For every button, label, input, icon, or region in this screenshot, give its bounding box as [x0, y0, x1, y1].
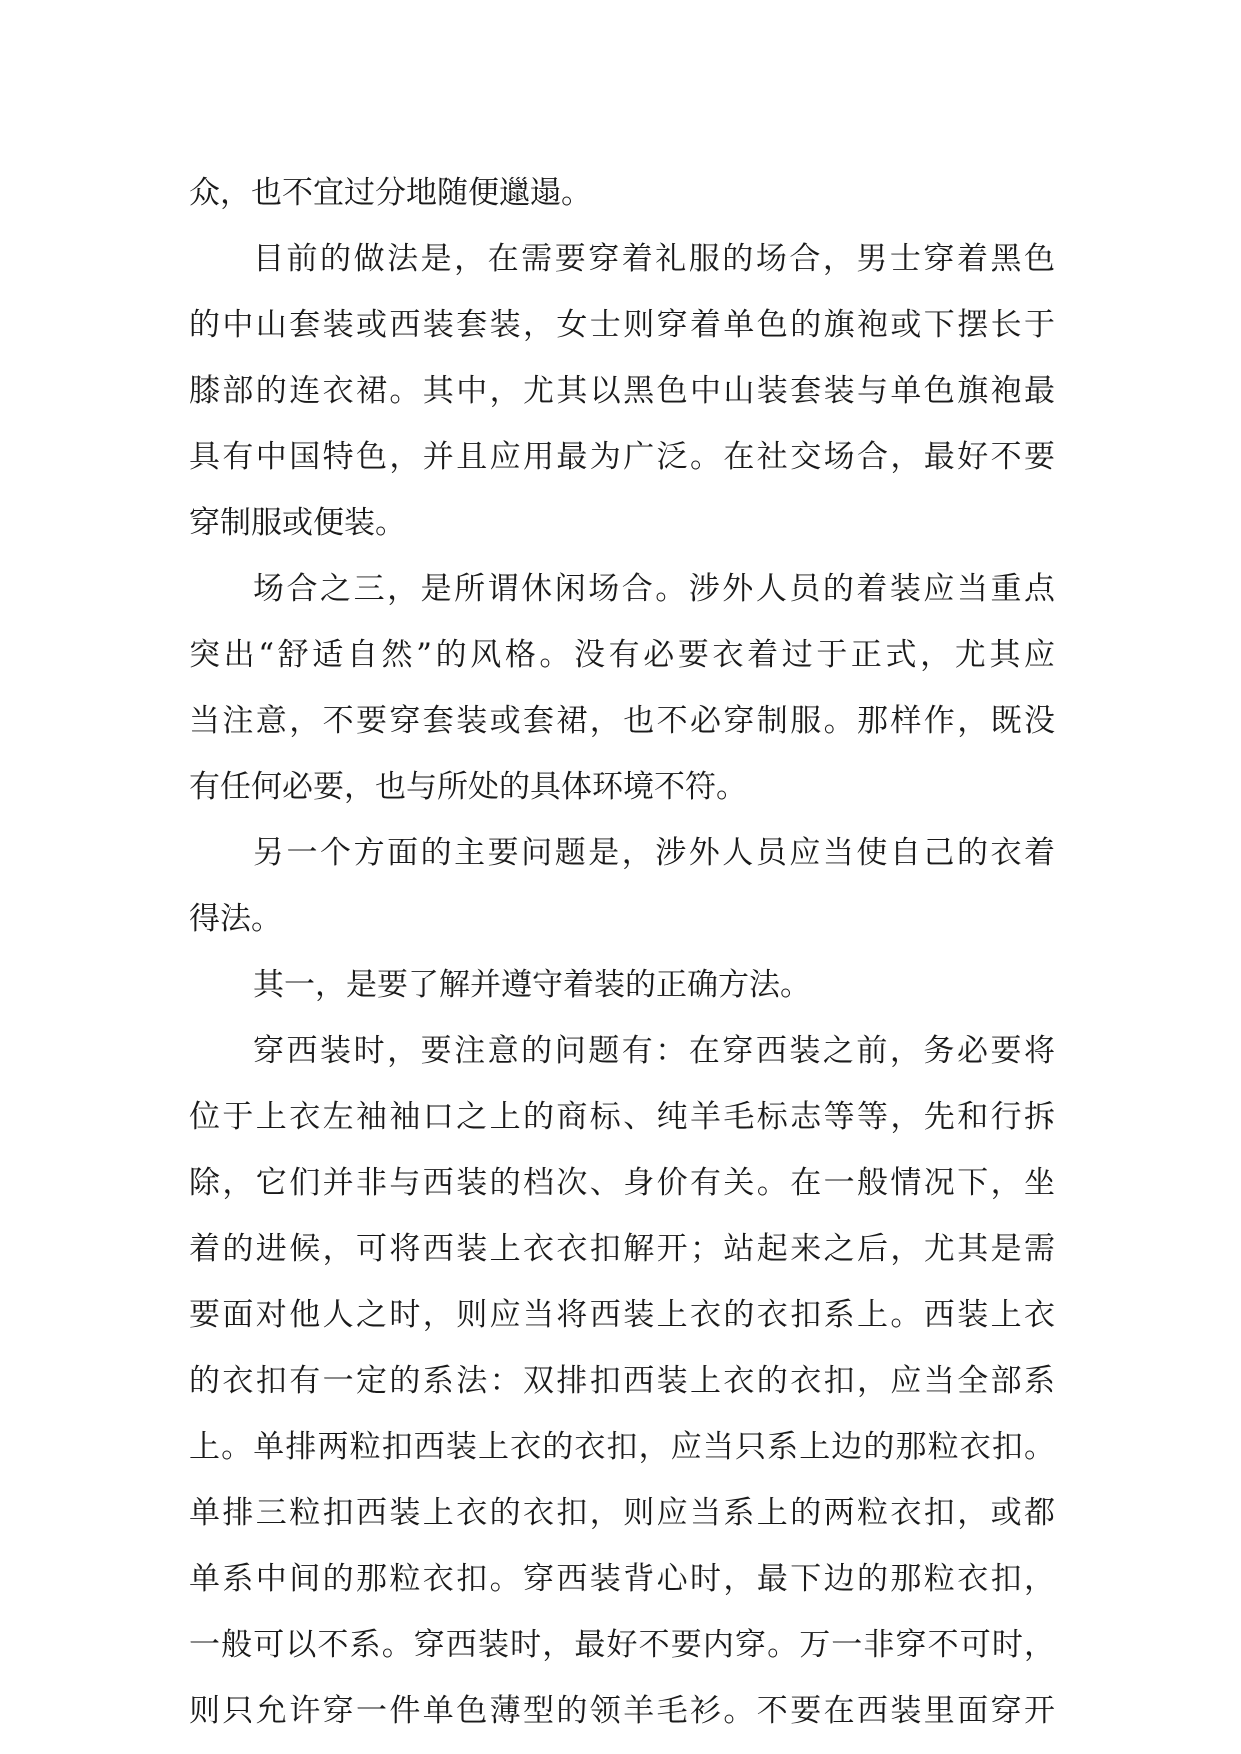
text-line: 单排三粒扣西装上衣的衣扣，则应当系上的两粒衣扣，或都: [189, 1495, 1055, 1531]
paragraph-first-line: 其一，是要了解并遵守着装的正确方法。: [253, 967, 811, 1003]
text-line: 位于上衣左袖袖口之上的商标、纯羊毛标志等等，先和行拆: [189, 1099, 1055, 1135]
text-line: 要面对他人之时，则应当将西装上衣的衣扣系上。西装上衣: [189, 1297, 1055, 1333]
text-line: 穿制服或便装。: [189, 505, 406, 541]
text-line: 当注意，不要穿套装或套裙，也不必穿制服。那样作，既没: [189, 703, 1055, 739]
paragraph-first-line: 目前的做法是，在需要穿着礼服的场合，男士穿着黑色: [253, 241, 1055, 277]
text-line: 得法。: [189, 901, 282, 937]
text-line: 除，它们并非与西装的档次、身价有关。在一般情况下，坐: [189, 1165, 1055, 1201]
paragraph-first-line: 穿西装时，要注意的问题有：在穿西装之前，务必要将: [253, 1033, 1055, 1069]
text-line: 的中山套装或西装套装，女士则穿着单色的旗袍或下摆长于: [189, 307, 1055, 343]
text-line: 众，也不宜过分地随便邋遢。: [189, 175, 592, 211]
text-line: 单系中间的那粒衣扣。穿西装背心时，最下边的那粒衣扣，: [189, 1561, 1055, 1597]
body-text: [189, 160, 1055, 1744]
text-line: 着的进候，可将西装上衣衣扣解开；站起来之后，尤其是需: [189, 1231, 1055, 1267]
paragraph-first-line: 场合之三，是所谓休闲场合。涉外人员的着装应当重点: [253, 571, 1055, 607]
text-line: 膝部的连衣裙。其中，尤其以黑色中山装套装与单色旗袍最: [189, 373, 1055, 409]
text-line: 突出“舒适自然”的风格。没有必要衣着过于正式，尤其应: [189, 637, 1055, 673]
text-line: 上。单排两粒扣西装上衣的衣扣，应当只系上边的那粒衣扣。: [189, 1429, 1055, 1465]
text-line: 具有中国特色，并且应用最为广泛。在社交场合，最好不要: [189, 439, 1055, 475]
text-line: 有任何必要，也与所处的具体环境不符。: [189, 769, 747, 805]
text-line: 的衣扣有一定的系法：双排扣西装上衣的衣扣，应当全部系: [189, 1363, 1055, 1399]
text-line: 则只允许穿一件单色薄型的领羊毛衫。不要在西装里面穿开: [189, 1693, 1055, 1729]
text-line: 一般可以不系。穿西装时，最好不要内穿。万一非穿不可时，: [189, 1627, 1055, 1663]
paragraph-first-line: 另一个方面的主要问题是，涉外人员应当使自己的衣着: [253, 835, 1055, 871]
